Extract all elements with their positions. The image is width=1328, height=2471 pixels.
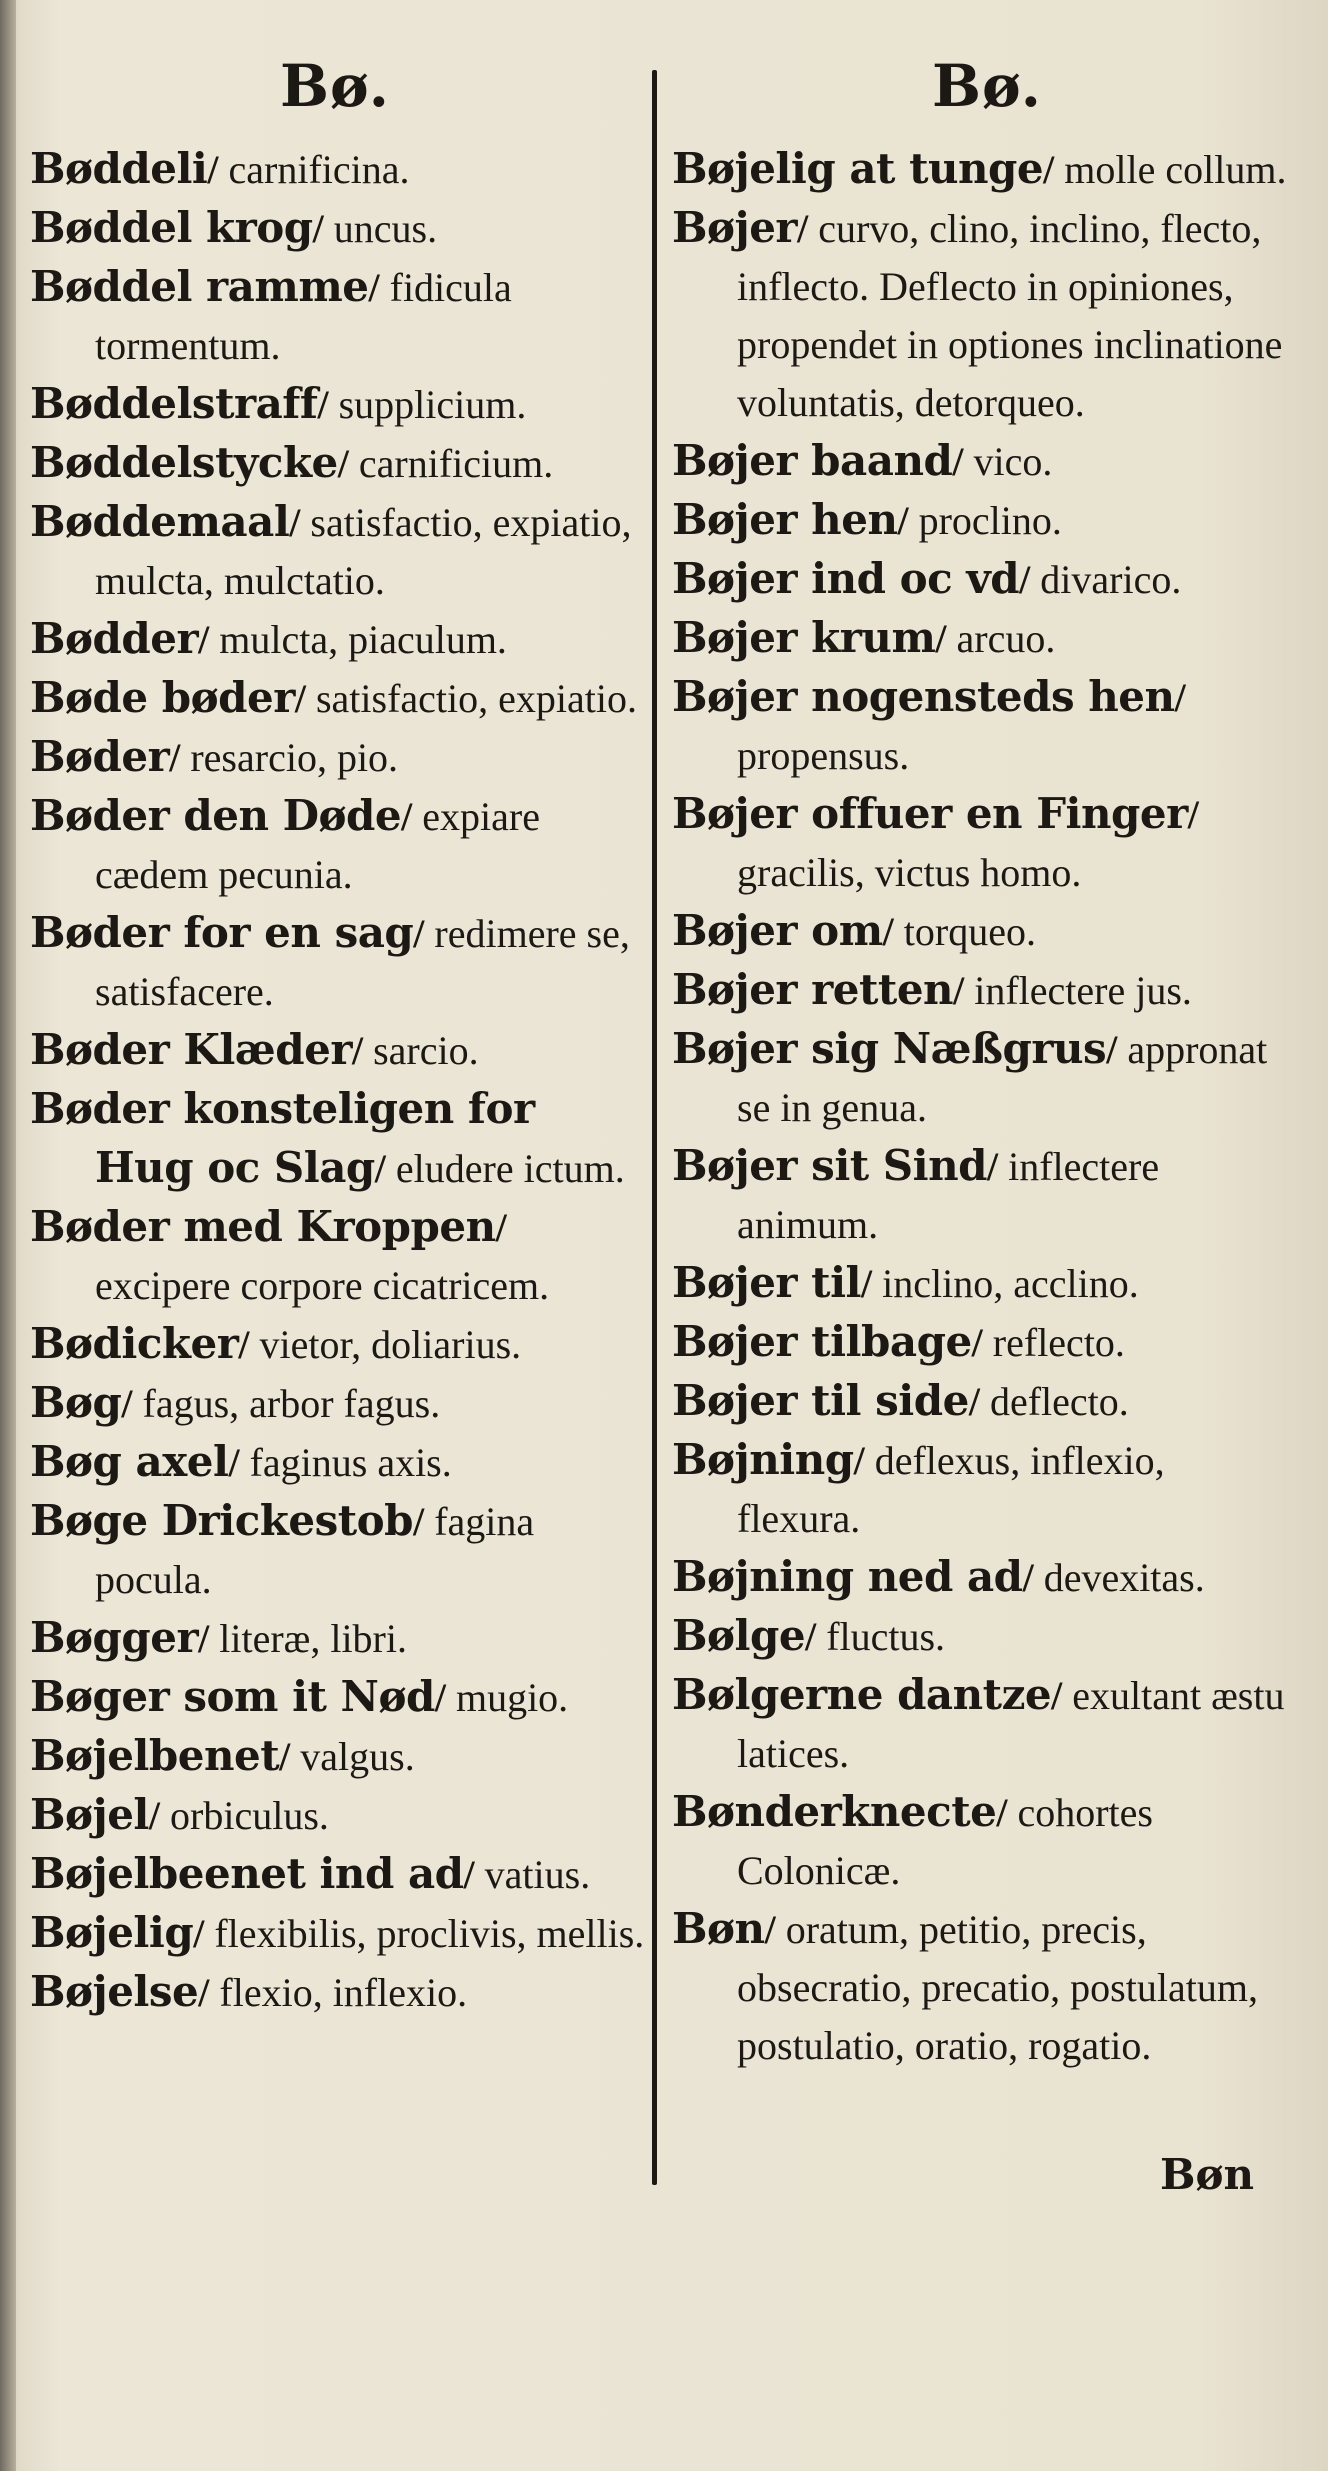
entry-headword: Bøjer baand <box>672 436 953 485</box>
entry-separator: / <box>198 617 220 662</box>
entry-definition: satisfactio, expiatio. <box>315 676 637 721</box>
dictionary-entry <box>672 1607 1292 1666</box>
entry-headword: Bøder den Døde <box>30 791 402 840</box>
entry-separator: / <box>935 616 957 661</box>
entry-definition: fidicula tormentum. <box>95 265 512 368</box>
entry-separator: / <box>897 498 919 543</box>
dictionary-entry <box>672 902 1292 961</box>
entry-headword: Bøjer retten <box>672 965 954 1014</box>
dictionary-entry <box>672 1137 1292 1254</box>
entry-separator: / <box>289 500 311 545</box>
entry-definition: appronat se in genua. <box>737 1027 1268 1130</box>
dictionary-entry <box>30 1080 645 1198</box>
entry-definition: exultant æstu latices. <box>737 1673 1285 1776</box>
entry-separator: / <box>337 441 359 486</box>
entry-separator: / <box>882 909 904 954</box>
dictionary-entry <box>30 1727 645 1786</box>
entry-definition: expiare cædem pecunia. <box>95 794 540 897</box>
entry-definition: fagina pocula. <box>95 1499 535 1602</box>
dictionary-entry <box>30 1845 645 1904</box>
entry-headword: Bøddel ramme <box>30 262 369 311</box>
entry-separator: / <box>861 1261 883 1306</box>
entry-definition: molle collum. <box>1064 147 1287 192</box>
dictionary-entry <box>672 668 1292 785</box>
entry-headword: Bøjelig at tunge <box>672 144 1044 193</box>
entry-headword: Bødder <box>30 614 199 663</box>
dictionary-entry <box>672 961 1292 1020</box>
entry-headword: Bøjer til <box>672 1258 861 1307</box>
entry-definition: deflexus, inflexio, flexura. <box>737 1438 1165 1541</box>
entry-separator: / <box>971 1320 993 1365</box>
entry-headword: Bøjning ned ad <box>672 1552 1023 1601</box>
entry-separator: / <box>169 735 191 780</box>
entry-headword: Bøjelbenet <box>30 1731 280 1780</box>
entry-definition: inflectere jus. <box>974 968 1192 1013</box>
entry-separator: / <box>401 794 423 839</box>
entry-separator: / <box>198 1616 220 1661</box>
entry-definition: curvo, clino, inclino, flecto, inflecto. Deflecto in opiniones, propendet in optiones inclinatione voluntatis, detorqueo. <box>737 206 1283 425</box>
dictionary-entry <box>30 1668 645 1727</box>
entry-separator: / <box>121 1381 143 1426</box>
dictionary-entry <box>30 1609 645 1668</box>
dictionary-entry <box>672 491 1292 550</box>
entry-definition: carnificina. <box>228 147 410 192</box>
entry-separator: / <box>193 1911 215 1956</box>
dictionary-entry <box>672 1783 1292 1900</box>
dictionary-entry <box>30 1492 645 1609</box>
entry-definition: sarcio. <box>373 1028 479 1073</box>
dictionary-entry <box>30 199 645 258</box>
dictionary-entry <box>672 550 1292 609</box>
entry-separator: / <box>495 1205 507 1250</box>
entry-headword: Bøder <box>30 732 170 781</box>
entry-definition: torqueo. <box>903 909 1036 954</box>
entry-separator: / <box>148 1793 171 1838</box>
right-running-head: Bø. <box>932 52 1042 120</box>
entry-definition: supplicium. <box>338 382 527 427</box>
entry-headword: Bøjer til side <box>672 1376 969 1425</box>
entry-headword: Bøder konsteligen for Hug oc Slag <box>30 1084 535 1192</box>
dictionary-entry <box>30 1963 645 2022</box>
entry-definition: oratum, petitio, precis, obsecratio, precatio, postulatum, postulatio, oratio, rogatio. <box>737 1907 1258 2068</box>
entry-separator: / <box>228 1440 250 1485</box>
dictionary-entry <box>672 1313 1292 1372</box>
entry-headword: Bølge <box>672 1611 806 1660</box>
entry-definition: devexitas. <box>1043 1555 1205 1600</box>
entry-separator: / <box>1051 1673 1073 1718</box>
entry-separator: / <box>952 439 974 484</box>
entry-definition: mugio. <box>455 1675 569 1720</box>
entry-definition: gracilis, victus homo. <box>737 850 1082 895</box>
entry-headword: Bølgerne dantze <box>672 1670 1052 1719</box>
entry-headword: Bøjer tilbage <box>672 1317 972 1366</box>
entry-separator: / <box>764 1907 786 1952</box>
entry-definition: orbiculus. <box>170 1793 329 1838</box>
entry-definition: flexio, inflexio. <box>219 1970 468 2015</box>
entry-separator: / <box>368 265 390 310</box>
entry-headword: Bøjelig <box>30 1908 194 1957</box>
entry-separator: / <box>805 1614 827 1659</box>
entry-headword: Bøjer om <box>672 906 883 955</box>
entry-definition: fagus, arbor fagus. <box>142 1381 441 1426</box>
entry-definition: faginus axis. <box>249 1440 452 1485</box>
entry-headword: Bøder Klæder <box>30 1025 352 1074</box>
entry-separator: / <box>953 968 975 1013</box>
entry-separator: / <box>198 1970 220 2015</box>
left-running-head: Bø. <box>280 52 390 120</box>
entry-definition: fluctus. <box>826 1614 946 1659</box>
dictionary-entry <box>30 1433 645 1492</box>
entry-separator: / <box>207 147 229 192</box>
entry-headword: Bøddeli <box>30 144 208 193</box>
entry-headword: Bøddelstycke <box>30 438 338 487</box>
dictionary-entry <box>672 609 1292 668</box>
dictionary-entry <box>672 140 1292 199</box>
entry-headword: Bøjer offuer en Finger <box>672 789 1188 838</box>
entry-separator: / <box>1187 792 1199 837</box>
entry-separator: / <box>797 206 819 251</box>
entry-definition: literæ, libri. <box>219 1616 407 1661</box>
entry-separator: / <box>996 1790 1018 1835</box>
entry-separator: / <box>434 1675 456 1720</box>
entry-headword: Bøjel <box>30 1790 149 1839</box>
entry-definition: deflecto. <box>989 1379 1129 1424</box>
entry-headword: Bøgger <box>30 1613 199 1662</box>
entry-definition: divarico. <box>1040 557 1182 602</box>
entry-definition: resarcio, pio. <box>190 735 399 780</box>
entry-definition: eludere ictum. <box>395 1146 625 1191</box>
entry-separator: / <box>374 1146 396 1191</box>
entry-separator: / <box>312 206 334 251</box>
entry-headword: Bøjer sig Næßgrus <box>672 1024 1107 1073</box>
entry-headword: Bøjer <box>672 203 798 252</box>
dictionary-entry <box>672 1020 1292 1137</box>
dictionary-entry <box>30 1374 645 1433</box>
dictionary-entry <box>30 1904 645 1963</box>
dictionary-entry <box>30 787 645 904</box>
entry-separator: / <box>238 1322 260 1367</box>
entry-headword: Bøddelstraff <box>30 379 318 428</box>
entry-definition: valgus. <box>300 1734 415 1779</box>
dictionary-entry <box>30 258 645 375</box>
dictionary-entry <box>30 140 645 199</box>
entry-headword: Bøddemaal <box>30 497 290 546</box>
entry-definition: arcuo. <box>956 616 1056 661</box>
dictionary-entry <box>30 904 645 1021</box>
entry-separator: / <box>294 676 316 721</box>
dictionary-entry <box>672 1431 1292 1548</box>
entry-separator: / <box>1106 1027 1128 1072</box>
entry-separator: / <box>1019 557 1041 602</box>
entry-separator: / <box>1022 1555 1044 1600</box>
entry-separator: / <box>463 1852 485 1897</box>
dictionary-entry <box>30 1315 645 1374</box>
dictionary-entry <box>30 1021 645 1080</box>
entry-headword: Bøde bøder <box>30 673 295 722</box>
entry-definition: cohortes Colonicæ. <box>737 1790 1153 1893</box>
entry-headword: Bøn <box>672 1904 765 1953</box>
entry-headword: Bøge Drickestob <box>30 1496 414 1545</box>
entry-separator: / <box>1174 675 1186 720</box>
dictionary-entry <box>672 432 1292 491</box>
entry-headword: Bøjelbeenet ind ad <box>30 1849 464 1898</box>
entry-separator: / <box>413 911 435 956</box>
entry-separator: / <box>1043 147 1065 192</box>
entry-separator: / <box>279 1734 301 1779</box>
dictionary-entry <box>30 434 645 493</box>
entry-definition: vatius. <box>484 1852 591 1897</box>
entry-definition: inclino, acclino. <box>882 1261 1139 1306</box>
dictionary-entry <box>672 1372 1292 1431</box>
entry-definition: proclino. <box>918 498 1062 543</box>
dictionary-entry <box>672 785 1292 902</box>
entry-headword: Bøjer nogensteds hen <box>672 672 1175 721</box>
entry-headword: Bøder med Kroppen <box>30 1202 496 1251</box>
dictionary-entry <box>672 1900 1292 2075</box>
entry-headword: Bønderknecte <box>672 1787 997 1836</box>
gutter-shadow <box>0 0 16 2471</box>
dictionary-entry <box>672 1666 1292 1783</box>
entry-definition: excipere corpore cicatricem. <box>95 1263 550 1308</box>
entry-definition: vietor, doliarius. <box>259 1322 522 1367</box>
entry-headword: Bøg axel <box>30 1437 229 1486</box>
catchword: Bøn <box>1160 2150 1255 2199</box>
column-divider <box>652 70 657 2185</box>
entry-headword: Bøjning <box>672 1435 854 1484</box>
entry-headword: Bøger som it Nød <box>30 1672 435 1721</box>
entry-headword: Bøjer hen <box>672 495 898 544</box>
entry-definition: reflecto. <box>992 1320 1125 1365</box>
entry-definition: inflectere animum. <box>737 1144 1160 1247</box>
entry-definition: uncus. <box>333 206 438 251</box>
entry-headword: Bødicker <box>30 1319 239 1368</box>
entry-headword: Bøjer krum <box>672 613 936 662</box>
entry-definition: mulcta, piaculum. <box>219 617 507 662</box>
entry-separator: / <box>968 1379 990 1424</box>
entry-headword: Bøder for en sag <box>30 908 414 957</box>
entry-definition: propensus. <box>737 733 910 778</box>
dictionary-entry <box>30 1786 645 1845</box>
dictionary-entry <box>672 1548 1292 1607</box>
entry-headword: Bøjer sit Sind <box>672 1141 987 1190</box>
entry-separator: / <box>987 1144 1009 1189</box>
dictionary-entry <box>672 199 1292 432</box>
entry-separator: / <box>413 1499 435 1544</box>
entry-separator: / <box>351 1028 374 1073</box>
entry-definition: satisfactio, expiatio, mulcta, mulctatio. <box>95 500 632 603</box>
entry-definition: vico. <box>973 439 1053 484</box>
entry-definition: flexibilis, proclivis, mellis. <box>214 1911 645 1956</box>
entry-definition: carnificium. <box>358 441 554 486</box>
dictionary-entry <box>30 610 645 669</box>
entry-headword: Bøjelse <box>30 1967 199 2016</box>
entry-definition: redimere se, satisfacere. <box>95 911 630 1014</box>
entry-headword: Bøddel krog <box>30 203 313 252</box>
entry-separator: / <box>853 1438 875 1483</box>
right-entries <box>672 140 1292 2075</box>
dictionary-entry <box>30 493 645 610</box>
entry-separator: / <box>317 382 339 427</box>
left-entries <box>30 140 645 2022</box>
dictionary-entry <box>30 375 645 434</box>
dictionary-entry <box>30 728 645 787</box>
entry-headword: Bøg <box>30 1378 122 1427</box>
entry-headword: Bøjer ind oc vd <box>672 554 1020 603</box>
dictionary-entry <box>672 1254 1292 1313</box>
dictionary-entry <box>30 669 645 728</box>
dictionary-entry <box>30 1198 645 1315</box>
